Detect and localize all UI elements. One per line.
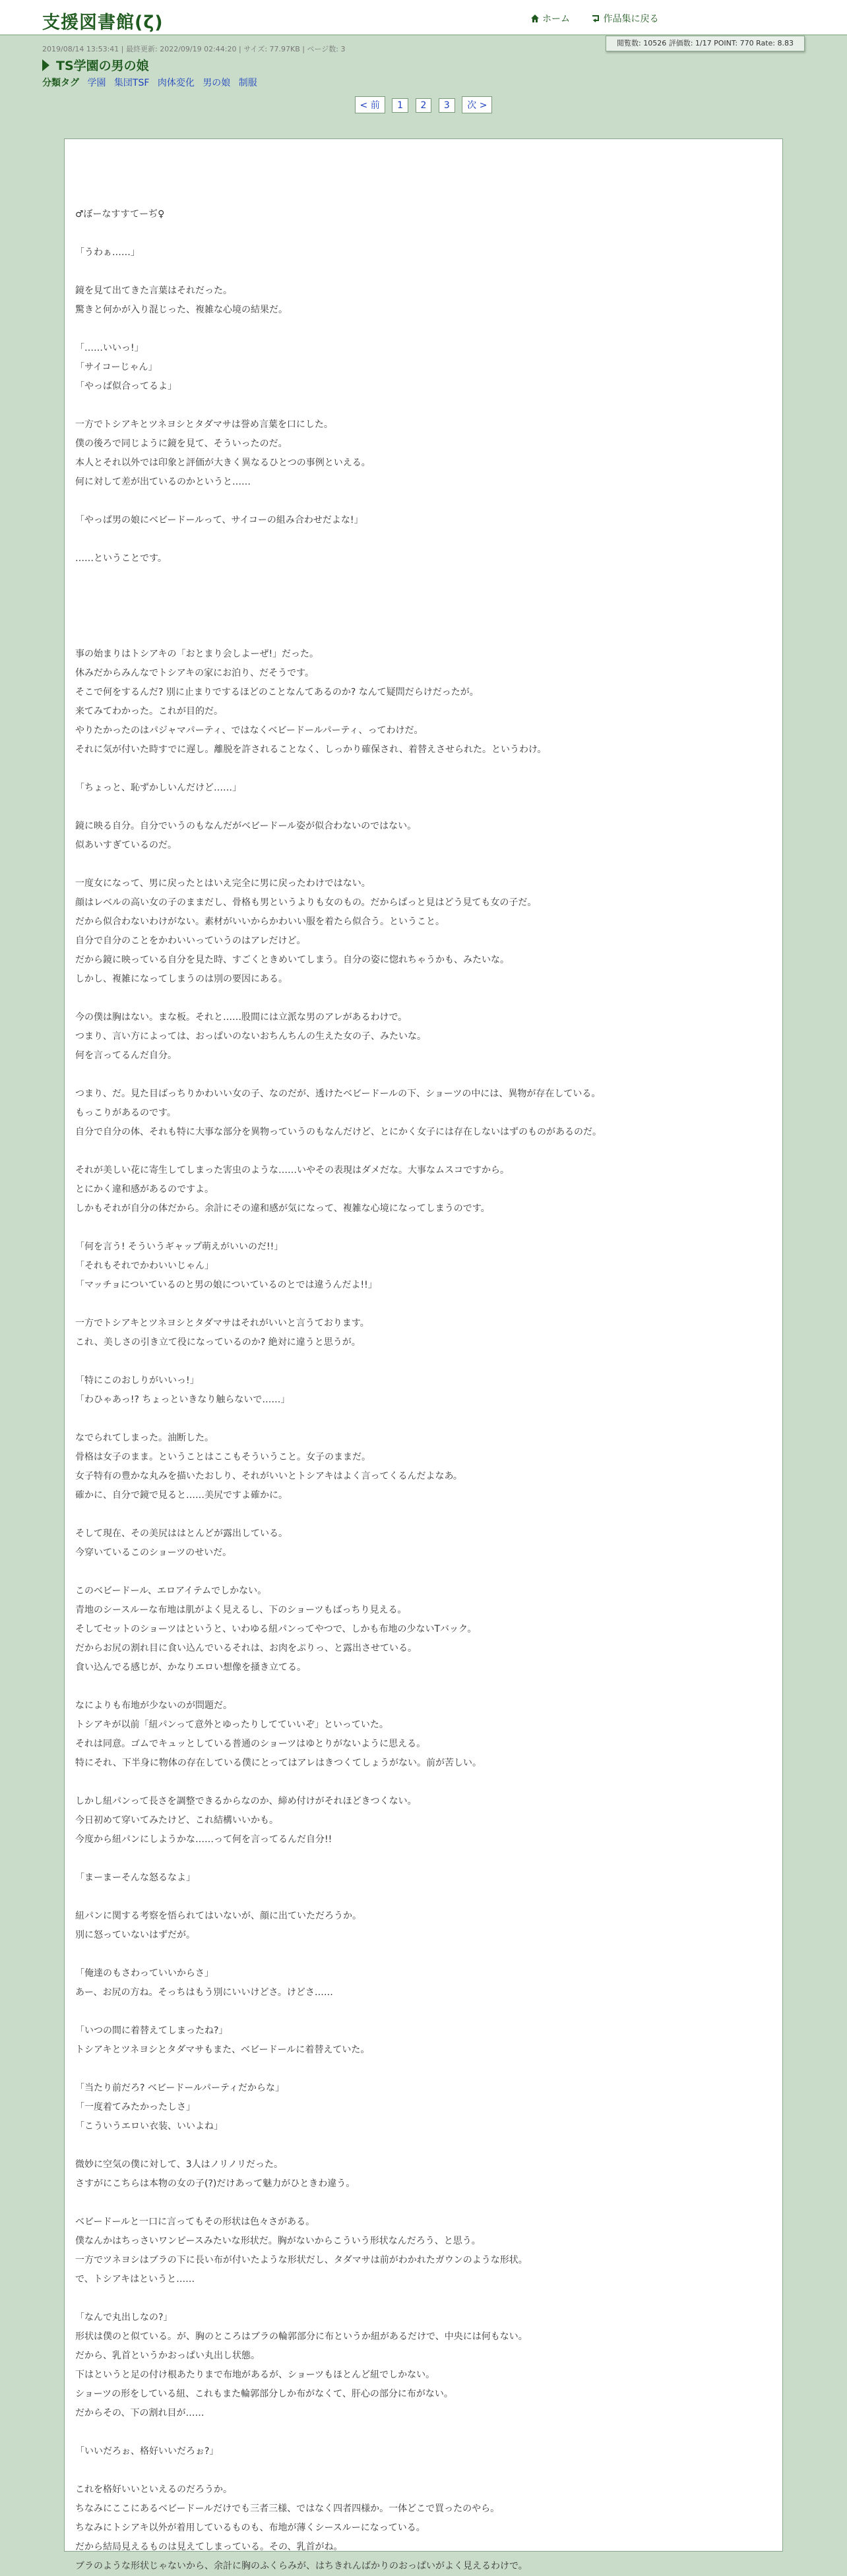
home-label: ホーム [542, 14, 570, 24]
story-line: これ、美しさの引き立て役になっているのか? 絶対に違うと思うが。 [75, 1337, 361, 1348]
story-line: 「……いいっ!」 [75, 343, 144, 353]
home-link[interactable] [530, 14, 579, 24]
story-line [75, 2002, 768, 2022]
story-line: 「わひゃあっ!? ちょっといきなり触らないで……」 [75, 1394, 290, 1405]
story-line: 「特にこのおしりがいいっ!」 [75, 1375, 199, 1386]
story-line: 「まーまーそんな怒るなよ」 [75, 1872, 195, 1883]
story-line: さすがにこちらは本物の女の子(?)だけあって魅力がひときわ違う。 [75, 2178, 356, 2189]
story-line: 「何を言う! そういうギャップ萌えがいいのだ!!」 [75, 1242, 284, 1252]
story-line [75, 320, 768, 339]
story-line [75, 626, 768, 645]
story-line [75, 1945, 768, 1964]
story-line: そして現在、その美尻ははとんどが露出している。 [75, 1528, 288, 1539]
story-line: 「なんで丸出しなの?」 [75, 2312, 173, 2323]
story-line: つまり、だ。見た目ばっちりかわいい女の子、なのだが、透けたベビードールの下、ショーツの中には、異物が存在している。 [75, 1089, 601, 1099]
story-line [75, 224, 768, 243]
story-line: 鏡を見て出てきた言葉はそれだった。 [75, 285, 232, 296]
story-line: ちなみにここにあるベビードールだけでも三者三様、ではなく四者四様か。一体どこで買ったのやら。 [75, 2503, 500, 2514]
story-line: そしてセットのショーツはというと、いわゆる紐パンってやつで、しかも布地の少ないTバック。 [75, 1624, 477, 1634]
story-line [75, 1352, 768, 1371]
story-line: 「マッチョについているのと男の娘についているのとでは違うんだよ!!」 [75, 1280, 377, 1290]
story-body [75, 205, 768, 2576]
story-line: 別に怒っていないはずだが。 [75, 1930, 195, 1940]
story-line: ベビードールと一口に言ってもその形状は色々さがある。 [75, 2217, 315, 2227]
story-line: 本人とそれ以外では印象と評価が大きく異なるひとつの事例といえる。 [75, 458, 371, 468]
story-line: 「ちょっと、恥ずかしいんだけど……」 [75, 783, 241, 793]
story-line [75, 1563, 768, 1582]
story-line [75, 2194, 768, 2213]
header-nav [530, 12, 677, 25]
story-line: 驚きと何かが入り混じった、複雑な心境の結果だ。 [75, 305, 288, 315]
home-icon [530, 14, 540, 23]
story-line [75, 1505, 768, 1524]
story-line: 「当たり前だろ? ベビードールパーティだからな」 [75, 2083, 284, 2093]
story-line: もっこりがあるのです。 [75, 1108, 176, 1118]
story-line: ……ということです。 [75, 553, 167, 564]
story-line: あー、お尻の方ね。そっちはもう別にいいけどさ。けどさ…… [75, 1987, 333, 1998]
story-line: 「俺達のもさわっていいからさ」 [75, 1968, 214, 1979]
story-line: 休みだからみんなでトシアキの家にお泊り、だそうです。 [75, 668, 315, 678]
story-line [75, 1065, 768, 1085]
tag-link[interactable]: 集団TSF [113, 78, 150, 88]
story-line: 今穿いているこのショーツのせいだ。 [75, 1547, 232, 1558]
story-line: 確かに、自分で鏡で見ると……美尻ですよ確かに。 [75, 1490, 288, 1501]
story-line [75, 2289, 768, 2308]
page-2-button[interactable]: 2 [416, 98, 432, 113]
story-line: それが美しい花に寄生してしまった害虫のような……いやその表現はダメだな。大事なムスコですから。 [75, 1165, 509, 1176]
page-title [42, 56, 149, 74]
story-line: だから似合わないわけがない。素材がいいからかわいい服を着たら似合う。ということ。 [75, 916, 445, 927]
story-line: 「こういうエロい衣装、いいよね」 [75, 2121, 223, 2132]
return-icon [591, 14, 600, 23]
story-line: 下はというと足の付け根あたりまで布地があるが、ショーツもほとんど紐でしかない。 [75, 2370, 435, 2380]
tag-link[interactable]: 学園 [87, 78, 106, 88]
story-line: 自分で自分の体、それも特に大事な部分を異物っていうのもなんだけど、とにかく女子には存在しないはずのものがあるのだ。 [75, 1127, 602, 1137]
story-line: だからその、下の割れ目が…… [75, 2408, 204, 2418]
title-text: TS学園の男の娘 [56, 59, 149, 73]
story-line [75, 2060, 768, 2079]
story-line: 「それもそれでかわいいじゃん」 [75, 1261, 214, 1271]
story-line [75, 1295, 768, 1314]
prev-page-button[interactable]: < 前 [355, 96, 385, 113]
story-line [75, 492, 768, 511]
story-line: 特にそれ、下半身に物体の存在している僕にとってはアレはきつくてしょうがない。前が苦しい。 [75, 1758, 482, 1768]
back-to-collection-link[interactable] [591, 14, 668, 24]
story-line [75, 530, 768, 549]
post-meta: 2019/08/14 13:53:41 | 最終更新: 2022/09/19 02:44:20 | サイズ: 77.97KB | ページ数: 3 [42, 45, 346, 53]
story-line: 「やっぱ男の娘にベビードールって、サイコーの組み合わせだよな!」 [75, 515, 363, 525]
story-line [75, 2461, 768, 2480]
story-line: 一方でトシアキとツネヨシとタダマサはそれがいいと言うております。 [75, 1318, 369, 1329]
next-page-button[interactable]: 次 > [462, 96, 492, 113]
tag-list [42, 76, 263, 89]
story-line: ちなみにトシアキ以外が着用しているものも、布地が薄くシースルーになっている。 [75, 2523, 425, 2533]
story-line: 食い込んでる感じが、かなりエロい想像を掻き立てる。 [75, 1662, 306, 1673]
story-line: 骨格は女子のまま。ということはここもそういうこと。女子のままだ。 [75, 1452, 371, 1462]
story-line: なによりも布地が少ないのが問題だ。 [75, 1700, 232, 1711]
story-line [75, 396, 768, 415]
story-line [75, 2423, 768, 2442]
story-line [75, 1142, 768, 1161]
story-line: トシアキが以前「紐パンって意外とゆったりしてていいぞ」といっていた。 [75, 1720, 389, 1730]
site-header [0, 0, 847, 36]
story-line: 青地のシースルーな布地は肌がよく見えるし、下のショーツもばっちり見える。 [75, 1605, 407, 1615]
story-line: 「うわぁ……」 [75, 247, 140, 258]
story-line: だから結局見えるものは見えてしまっている。その、乳首がね。 [75, 2542, 343, 2552]
story-line: 「いつの間に着替えてしまったね?」 [75, 2025, 228, 2036]
story-line: 一度女になって、男に戻ったとはいえ完全に男に戻ったわけではない。 [75, 878, 371, 889]
story-line: これを格好いいといえるのだろうか。 [75, 2484, 232, 2495]
story-line [75, 1410, 768, 1429]
story-line [75, 1849, 768, 1869]
back-label: 作品集に戻る [603, 14, 659, 24]
story-line: で、トシアキはというと…… [75, 2274, 195, 2285]
story-line: 紐パンに関する考察を悟られてはいないが、顔に出ていただろうか。 [75, 1911, 361, 1921]
story-line [75, 1677, 768, 1696]
story-line: 今度から紐パンにしようかな……って何を言ってるんだ自分!! [75, 1834, 332, 1845]
story-line: 「やっぱ似合ってるよ」 [75, 381, 177, 392]
story-line: 自分で自分のことをかわいいっていうのはアレだけど。 [75, 936, 306, 946]
story-content [64, 138, 783, 2571]
story-line: 何を言ってるんだ自分。 [75, 1050, 177, 1061]
story-line: 鏡に映る自分。自分でいうのもなんだがベビードール姿が似合わないのではない。 [75, 821, 417, 831]
story-line: 今の僕は胸はない。まな板。それと……股間には立派な男のアレがあるわけで。 [75, 1012, 408, 1023]
story-line: しかし紐パンって長さを調整できるからなのか、締め付けがそれほどきつくない。 [75, 1796, 417, 1807]
story-line: 僕の後ろで同じように鏡を見て、そういったのだ。 [75, 438, 288, 449]
story-line: だからお尻の割れ目に食い込んでいるそれは、お肉をぷりっ、と露出させている。 [75, 1643, 417, 1654]
story-line [75, 2136, 768, 2155]
story-line [75, 1218, 768, 1238]
pagination [0, 96, 847, 113]
story-line: しかもそれが自分の体だから。余計にその違和感が気になって、複雑な心境になってしまうのです。 [75, 1203, 490, 1214]
story-line: それは同意。ゴムでキュッとしている普通のショーツはゆとりがないように思える。 [75, 1739, 426, 1749]
story-line: 「いいだろぉ、格好いいだろぉ?」 [75, 2446, 219, 2457]
story-line [75, 568, 768, 587]
story-line [75, 989, 768, 1008]
story-line: 僕なんかはちっさいワンピースみたいな形状だ。胸がないからこういう形状なんだろう、と思う。 [75, 2236, 481, 2246]
story-line: それに気が付いた時すでに遅し。離脱を許されることなく、しっかり確保され、着替えさせられた。というわけ。 [75, 744, 547, 755]
story-line: ブラのような形状じゃないから、余計に胸のふくらみが、はちきれんばかりのおっぱいがよく見えるわけで。 [75, 2561, 528, 2571]
story-line: 何に対して差が出ているのかというと…… [75, 477, 251, 487]
story-line: 「サイコーじゃん」 [75, 362, 158, 373]
story-line: しかし、複雑になってしまうのは別の要因にある。 [75, 974, 288, 984]
story-line: このベビードール、エロアイテムでしかない。 [75, 1586, 267, 1596]
tag-label: 分類タグ [42, 78, 79, 88]
story-line [75, 607, 768, 626]
story-line: そこで何をするんだ? 別に止まりでするほどのことなんてあるのか? なんて疑問だらけだったが。 [75, 687, 479, 698]
story-line: だから鏡に映っている自分を見た時、すごくときめいてしまう。自分の姿に惚れちゃうかも、みたいな。 [75, 955, 509, 965]
story-line: 似あいすぎているのだ。 [75, 840, 177, 851]
story-line: とにかく違和感があるのですよ。 [75, 1184, 214, 1195]
story-line: 来てみてわかった。これが目的だ。 [75, 706, 223, 717]
story-line: やりたかったのはパジャマパーティ、ではなくベビードールパーティ、ってわけだ。 [75, 725, 424, 736]
story-line: 今日初めて穿いてみたけど、これ結構いいかも。 [75, 1815, 278, 1826]
story-line: 形状は僕のと似ている。が、胸のところはブラの輪郭部分に布というか紐があるだけで、中央には何もない。 [75, 2331, 528, 2342]
story-line: 顔はレベルの高い女の子のままだし、骨格も男というよりも女のもの。だからぱっと見はどう見ても女の子だ。 [75, 897, 537, 908]
story-line: ショーツの形をしている紐、これもまた輪郭部分しか布がなくて、肝心の部分に布がない。 [75, 2389, 453, 2399]
stats-box: 閲覧数: 10526 評価数: 1/17 POINT: 770 Rate: 8.83 [606, 36, 805, 51]
story-line: トシアキとツネヨシとタダマサもまた、ベビードールに着替えていた。 [75, 2045, 370, 2055]
story-line [75, 760, 768, 779]
tag-link[interactable]: 制服 [238, 78, 257, 88]
tag-link[interactable]: 肉体変化 [157, 78, 195, 88]
title-arrow-icon [42, 59, 49, 71]
tag-link[interactable]: 男の娘 [203, 78, 231, 88]
story-line: 一方でツネヨシはブラの下に長い布が付いたような形状だし、タダマサは前がわかれたガウンのような形状。 [75, 2255, 528, 2265]
story-line [75, 798, 768, 817]
story-line: つまり、言い方によっては、おっぱいのないおちんちんの生えた女の子、みたいな。 [75, 1031, 426, 1042]
story-line: 一方でトシアキとツネヨシとタダマサは誉め言葉を口にした。 [75, 419, 333, 430]
story-line [75, 1773, 768, 1792]
story-line: 事の始まりはトシアキの「おとまり会しよーぜ!」だった。 [75, 649, 319, 659]
story-line: 女子特有の豊かな丸みを描いたおしり、それがいいとトシアキはよく言ってくるんだよなあ。 [75, 1471, 462, 1482]
story-line [75, 587, 768, 607]
page-1-button[interactable]: 1 [392, 98, 408, 113]
story-line: ♂ぼーなすすてーぢ♀ [75, 209, 165, 220]
story-line: 「一度着てみたかったしさ」 [75, 2102, 195, 2112]
story-line: なでられてしまった。油断した。 [75, 1433, 214, 1443]
page-3-button[interactable]: 3 [439, 98, 455, 113]
story-line [75, 1888, 768, 1907]
site-logo[interactable]: 支援図書館(ζ) [42, 13, 164, 33]
story-line: だから、乳首というかおっぱい丸出し状態。 [75, 2351, 260, 2361]
story-line: 微妙に空気の僕に対して、3人はノリノリだった。 [75, 2159, 283, 2170]
story-line [75, 855, 768, 874]
story-line [75, 262, 768, 282]
